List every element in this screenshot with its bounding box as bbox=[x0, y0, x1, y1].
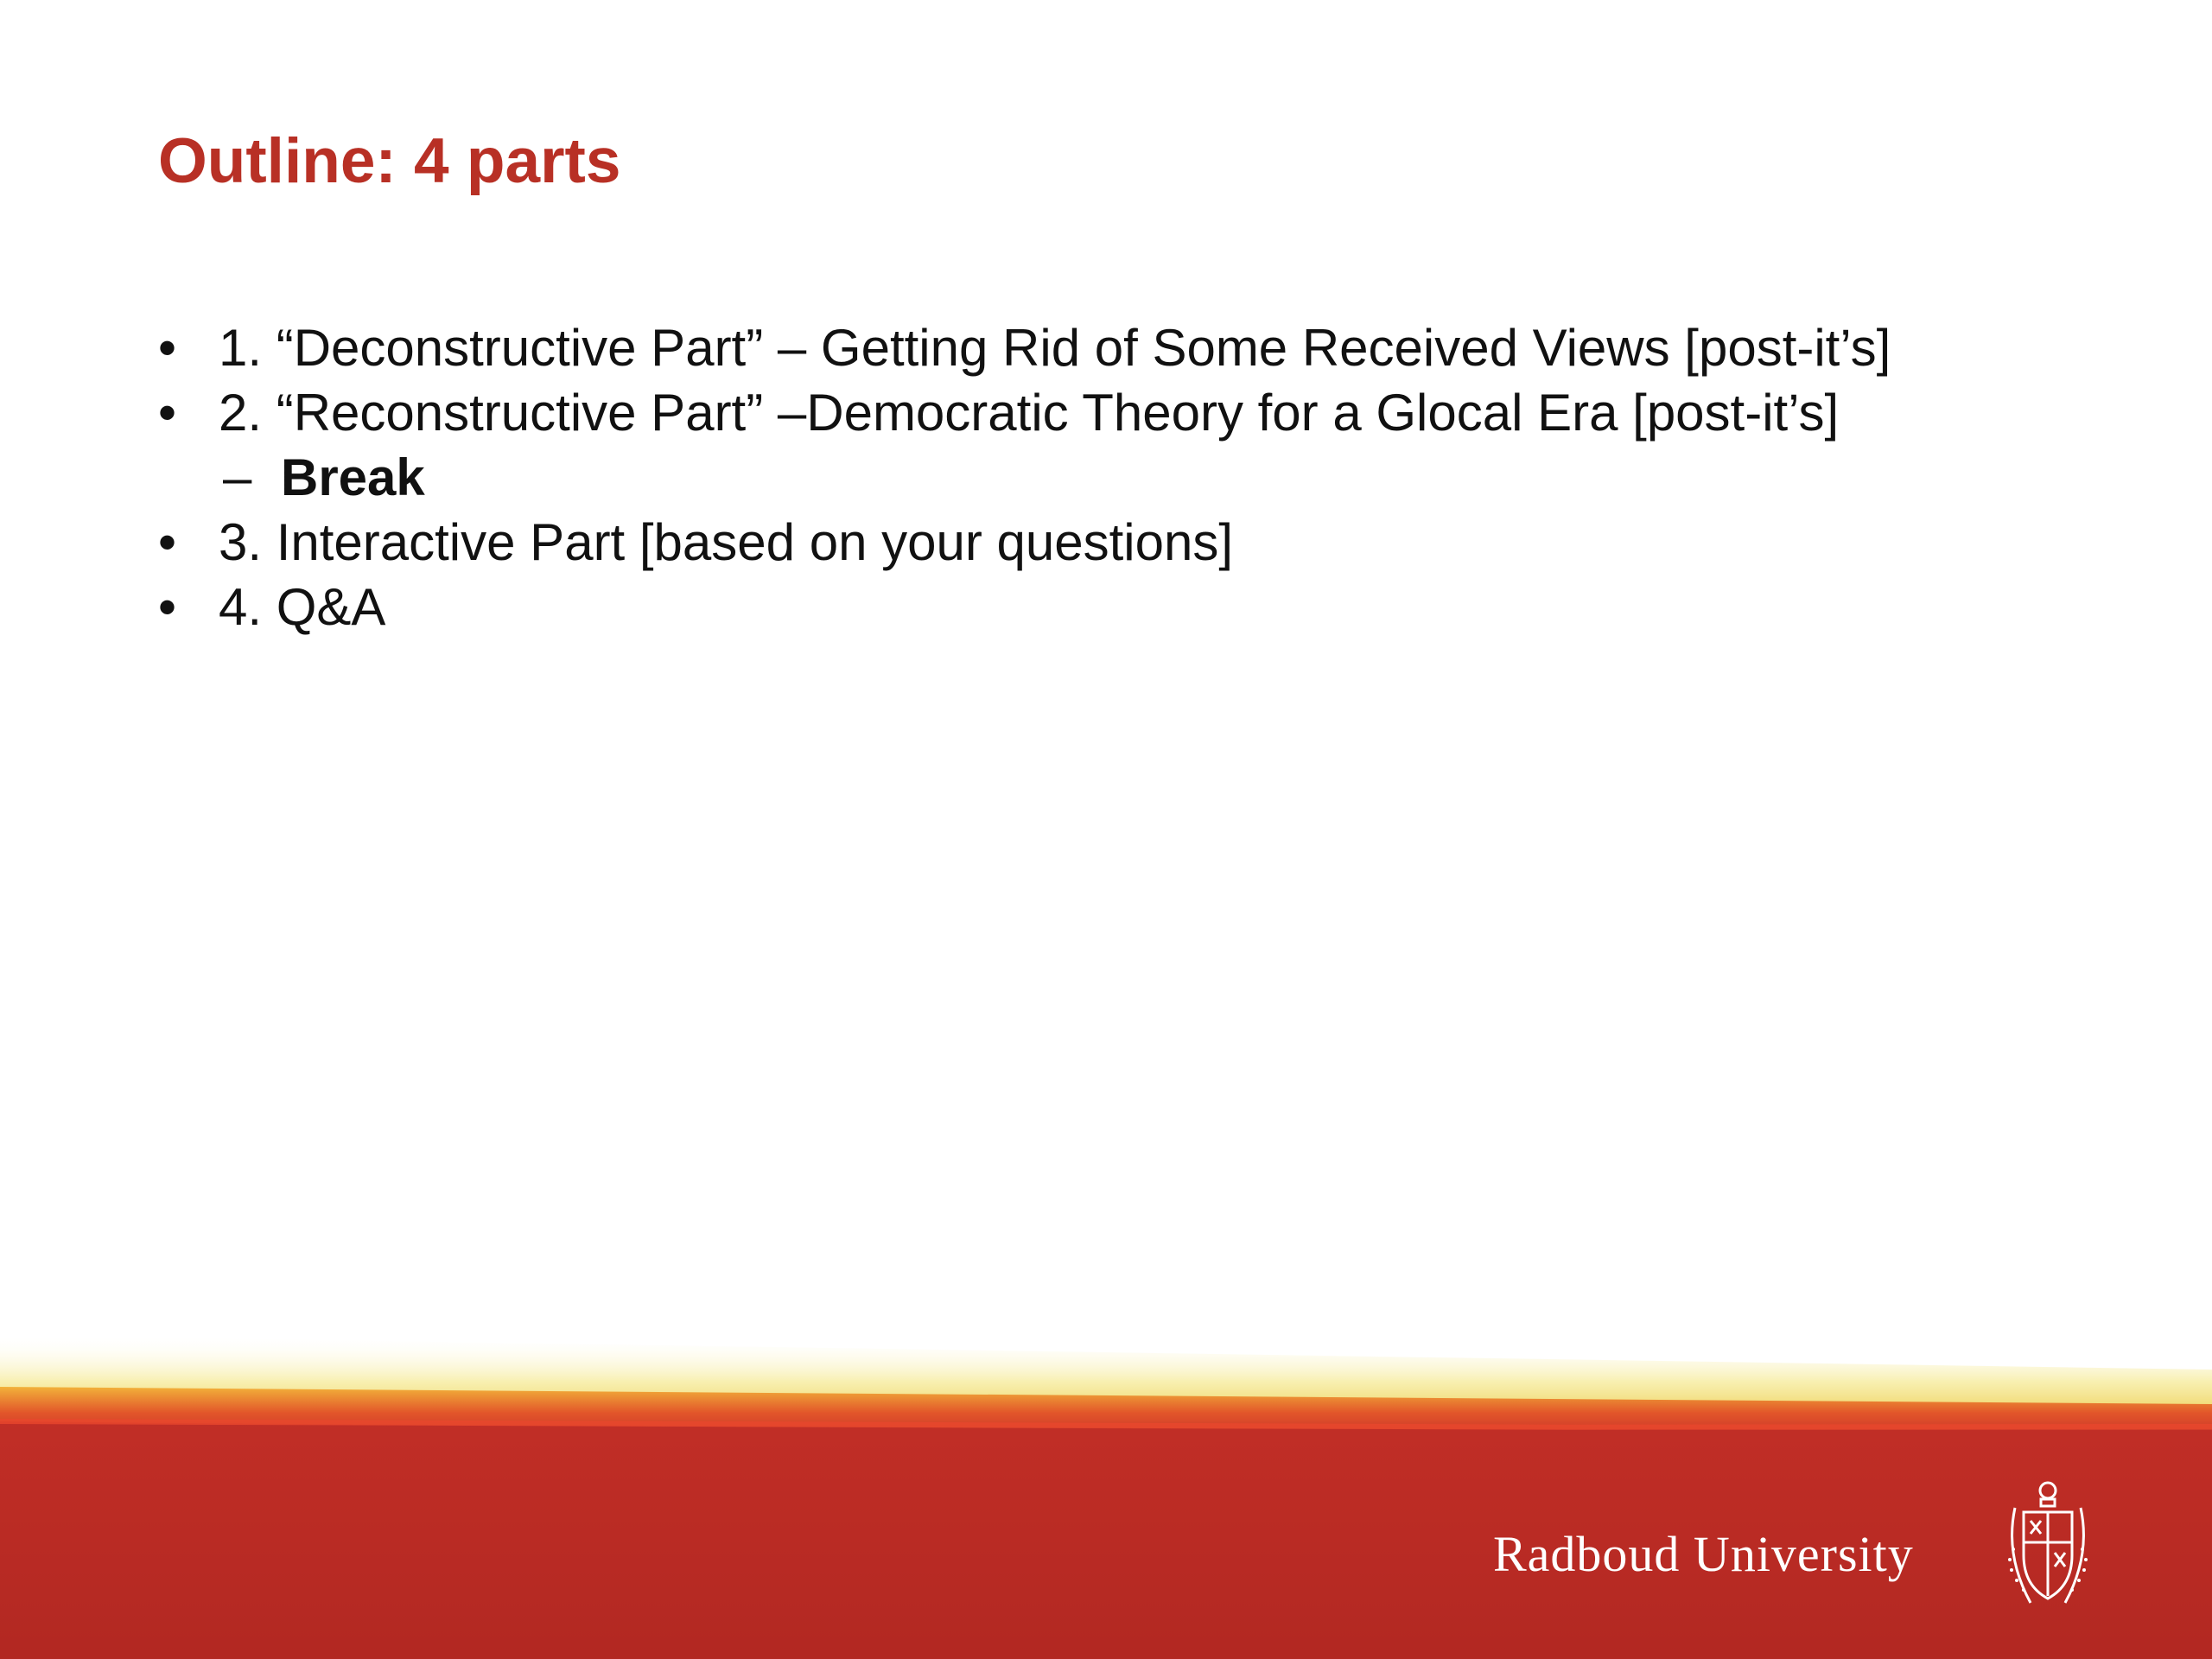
list-item-text: 2. “Reconstructive Part” –Democratic Theory for a Glocal Era [post-it’s] bbox=[219, 384, 1840, 442]
list-item-text: 1. “Deconstructive Part” – Getting Rid of Some Received Views [post-it’s] bbox=[219, 319, 1891, 377]
bullet-icon: • bbox=[158, 513, 177, 571]
outline-list bbox=[158, 315, 2145, 639]
list-item-text: 4. Q&A bbox=[219, 578, 386, 636]
list-item bbox=[158, 315, 2145, 380]
list-item-text: Break bbox=[281, 448, 425, 506]
slide-title: Outline: 4 parts bbox=[158, 126, 621, 196]
radboud-crest-icon bbox=[1996, 1473, 2113, 1616]
university-name: Radboud University bbox=[1493, 1526, 1914, 1582]
footer-wave-graphic bbox=[0, 1335, 2212, 1659]
bullet-icon: • bbox=[158, 578, 177, 636]
sub-list-item bbox=[158, 445, 2145, 510]
bullet-icon: • bbox=[158, 384, 177, 442]
dash-icon: – bbox=[223, 448, 252, 506]
list-item-text: 3. Interactive Part [based on your questions] bbox=[219, 513, 1234, 571]
footer-banner bbox=[0, 1335, 2212, 1659]
list-item bbox=[158, 380, 2145, 445]
list-item bbox=[158, 575, 2145, 639]
bullet-icon: • bbox=[158, 319, 177, 377]
list-item bbox=[158, 510, 2145, 575]
